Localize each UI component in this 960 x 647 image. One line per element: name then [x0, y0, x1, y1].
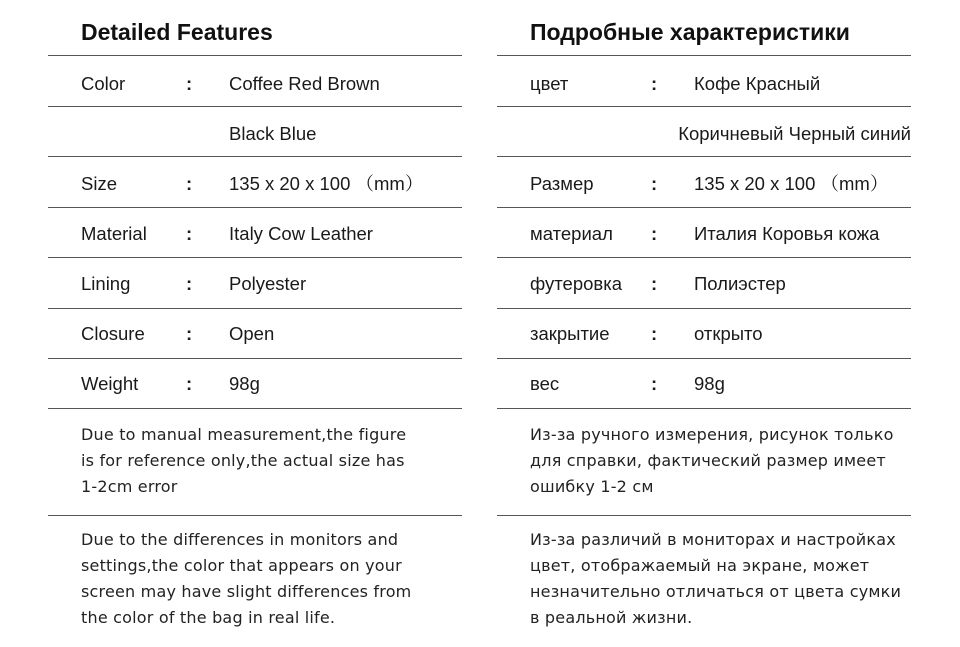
note-line: для справки, фактический размер имеет — [530, 451, 886, 470]
divider — [497, 358, 911, 359]
divider — [48, 207, 462, 208]
note-line: незначительно отличаться от цвета сумки — [530, 582, 902, 601]
row-value: Polyester — [229, 273, 307, 294]
row-label: цвет — [530, 73, 569, 94]
divider — [48, 257, 462, 258]
divider — [497, 106, 911, 107]
row-value: 135 x 20 x 100 （mm） — [694, 173, 889, 194]
note-line: the color of the bag in real life. — [81, 608, 336, 627]
divider — [48, 106, 462, 107]
row-colon: : — [651, 73, 658, 94]
row-colon: : — [186, 173, 193, 194]
row-value: Italy Cow Leather — [229, 223, 373, 244]
note-line: Due to manual measurement,the figure — [81, 425, 407, 444]
row-value: Open — [229, 323, 275, 344]
color-note — [81, 527, 453, 631]
divider — [48, 156, 462, 157]
row-label: Color — [81, 73, 126, 94]
row-value: Полиэстер — [694, 273, 786, 294]
divider — [497, 408, 911, 409]
row-colon: : — [651, 223, 658, 244]
divider — [497, 207, 911, 208]
row-label: вес — [530, 373, 560, 394]
divider — [497, 156, 911, 157]
row-value: 135 x 20 x 100 （mm） — [229, 173, 424, 194]
row-label: Weight — [81, 373, 139, 394]
note-line: в реальной жизни. — [530, 608, 693, 627]
measurement-note — [81, 422, 453, 500]
row-colon: : — [651, 173, 658, 194]
row-value: открыто — [694, 323, 763, 344]
note-line: ошибку 1-2 см — [530, 477, 654, 496]
row-value: 98g — [694, 373, 725, 394]
russian-title: Подробные характеристики — [530, 19, 850, 45]
row-label: Lining — [81, 273, 131, 294]
row-value: 98g — [229, 373, 260, 394]
divider — [497, 515, 911, 516]
row-colon: : — [186, 73, 193, 94]
row-label: закрытие — [530, 323, 610, 344]
row-value: Black Blue — [229, 123, 317, 144]
divider — [497, 308, 911, 309]
divider — [497, 257, 911, 258]
note-line: screen may have slight differences from — [81, 582, 412, 601]
row-colon: : — [186, 323, 193, 344]
row-value: Кофе Красный — [694, 73, 821, 94]
divider — [48, 515, 462, 516]
row-label: Closure — [81, 323, 145, 344]
row-colon: : — [651, 373, 658, 394]
divider — [48, 55, 462, 56]
row-colon: : — [651, 323, 658, 344]
row-label: Размер — [530, 173, 594, 194]
row-value: Coffee Red Brown — [229, 73, 380, 94]
divider — [48, 308, 462, 309]
row-colon: : — [186, 223, 193, 244]
row-colon: : — [186, 273, 193, 294]
divider — [48, 408, 462, 409]
row-value: Коричневый Черный синий — [678, 123, 911, 144]
row-label: материал — [530, 223, 613, 244]
note-line: settings,the color that appears on your — [81, 556, 402, 575]
note-line: 1-2cm error — [81, 477, 178, 496]
divider — [48, 358, 462, 359]
row-value: Италия Коровья кожа — [694, 223, 880, 244]
row-colon: : — [651, 273, 658, 294]
row-label: Material — [81, 223, 147, 244]
color-note — [530, 527, 902, 631]
row-label: Size — [81, 173, 117, 194]
note-line: Из-за ручного измерения, рисунок только — [530, 425, 894, 444]
note-line: цвет, отображаемый на экране, может — [530, 556, 870, 575]
divider — [497, 55, 911, 56]
english-title: Detailed Features — [81, 19, 273, 45]
note-line: Из-за различий в мониторах и настройках — [530, 530, 896, 549]
row-colon: : — [186, 373, 193, 394]
note-line: is for reference only,the actual size has — [81, 451, 405, 470]
measurement-note — [530, 422, 902, 500]
row-label: футеровка — [530, 273, 623, 294]
note-line: Due to the differences in monitors and — [81, 530, 399, 549]
